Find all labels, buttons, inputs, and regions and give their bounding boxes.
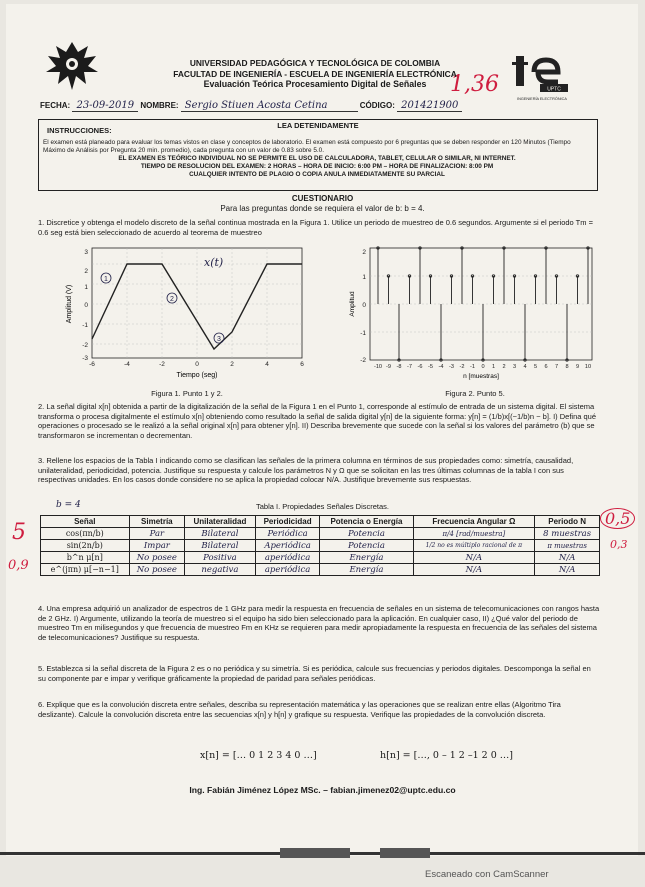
grade-left-2: 0,9 [8, 558, 29, 573]
table-header: Periodo N [535, 516, 600, 528]
codigo-label: CÓDIGO: [359, 101, 395, 110]
fig2-xtick: 5 [533, 364, 538, 370]
grade-right-2: 0,3 [610, 538, 628, 551]
table-cell: π muestras [535, 540, 600, 552]
instructions-text [43, 137, 591, 179]
university-header [150, 58, 480, 90]
table-cell: cos(πn/b) [41, 528, 130, 540]
table-cell: 1/2 no es múltiplo racional de π [413, 540, 535, 552]
instructions-title: INSTRUCCIONES: [47, 126, 112, 135]
table-header: Señal [41, 516, 130, 528]
cuestionario-subtitle: Para las preguntas donde se requiera el valor de b: b = 4. [220, 204, 425, 213]
faculty-name: FACULTAD DE INGENIERÍA - ESCUELA DE INGENIERÍA ELECTRÓNICA [173, 68, 457, 79]
table-cell: b^n μ[n] [41, 552, 130, 564]
fig2-xtick: -9 [386, 364, 391, 370]
university-crest-icon [42, 38, 102, 94]
nombre-value: Sergio Stiuen Acosta Cetina [181, 100, 358, 112]
scanner-watermark: Escaneado con CamScanner [425, 869, 549, 880]
table-cell: N/A [413, 552, 535, 564]
table-row [41, 540, 600, 552]
grade-right: 0,5 [600, 508, 635, 529]
figure-2-caption: Figura 2. Punto 5. [445, 389, 505, 398]
fig1-ytick: 0 [84, 302, 88, 309]
fig1-annotation: x(t) [204, 256, 224, 269]
table-cell: N/A [413, 564, 535, 576]
fig1-xtick: 4 [265, 361, 269, 368]
figure-2-plot [348, 244, 598, 384]
table-cell: sin(2n/b) [41, 540, 130, 552]
table-cell: negativa [185, 564, 256, 576]
fig1-ytick: 1 [84, 284, 88, 291]
table-cell: Bilateral [185, 528, 256, 540]
table-header: Potencia o Energía [320, 516, 413, 528]
fig2-xtick: -7 [407, 364, 412, 370]
instructions-rule: EL EXAMEN ES TEÓRICO INDIVIDUAL NO SE PERMITE EL USO DE CALCULADORA, TABLET, CELULAR O SIMILAR, NI INTERNET. [118, 155, 516, 162]
fig1-ytick: -3 [82, 355, 88, 362]
fig2-xtick: 3 [512, 364, 517, 370]
table-header: Frecuencia Angular Ω [413, 516, 535, 528]
fig2-xtick: -10 [373, 364, 383, 370]
table-cell: Energía [320, 564, 413, 576]
fig2-xtick: -6 [417, 364, 423, 370]
fig2-xlabel: n [muestras] [463, 373, 499, 380]
fig1-ytick: -2 [82, 342, 88, 349]
student-info [40, 100, 570, 111]
fig1-ytick: -1 [82, 322, 88, 329]
question-4: 4. Una empresa adquirió un analizador de espectros de 1 GHz para medir la respuesta en frecuencia de señales en un sistema de telecomunicaciones con rangos hasta de 2 GHz. I) Argumente, utilizando la teoría de muestreo si el equipo ha sido bien seleccionado para la aplicación. En cualquier caso, II) ¿Qué valor del periodo de muestreo Tm en milisegundos y que frecuencia de muestreo Fm en KHz se requieren para medir apropiadamente la respuesta en frecuencia de las señales del sistema de telecomunicaciones? Justifique su respuesta. [38, 604, 600, 642]
table-header: Simetría [129, 516, 185, 528]
cuestionario-header [0, 194, 645, 214]
table-cell: Aperiódica [255, 540, 320, 552]
fig1-xtick: 0 [195, 361, 199, 368]
table-header: Periodicidad [255, 516, 320, 528]
figure-1-plot [62, 244, 312, 384]
table-cell: π/4 [rad/muestra] [413, 528, 535, 540]
question-2: 2. La señal digital x[n] obtenida a partir de la digitalización de la señal de la Figura 1 en el Punto 1, corresponde al estímulo de entrada de un sistema digital. El sistema transforma o procesa digitalmente el estímulo x[n] obteniendo como resultado la señal de salida digital y[n] de la siguiente forma: y[n] = (1/b)x[(−1/b)n − b]. I) Defina qué operaciones o procesado se le realizó a la señal original x[n] para obtener y[n]. II) Describa brevemente que sucede con la señal si los valores del parámetro (b) que se transformaron se incrementan o decrementan. [38, 402, 597, 440]
fig1-xtick: -6 [89, 361, 95, 368]
b-note: b = 4 [56, 500, 81, 510]
fig1-ytick: 2 [84, 268, 88, 275]
scan-edge-strip [0, 848, 645, 860]
fig2-xtick: -3 [449, 364, 454, 370]
table-cell: Impar [129, 540, 185, 552]
grade-total: 1,36 [450, 72, 499, 97]
instructions-box [38, 119, 598, 191]
table-row [41, 564, 600, 576]
fig2-xtick: 7 [554, 364, 559, 370]
fig2-xtick: 4 [523, 364, 527, 370]
fig2-xtick: -4 [438, 364, 444, 370]
fig2-xtick: 0 [481, 364, 485, 370]
fig1-xtick: -2 [159, 361, 165, 368]
table-cell: Potencia [320, 540, 413, 552]
fig1-xtick: 2 [230, 361, 234, 368]
fig2-xtick: 6 [544, 364, 548, 370]
table-title: Tabla I. Propiedades Señales Discretas. [256, 502, 389, 511]
fig2-ytick: 0 [362, 302, 366, 309]
table-cell: Positiva [185, 552, 256, 564]
engineering-logo-icon [510, 54, 572, 104]
exam-title: Evaluación Teórica Procesamiento Digital de Señales [203, 79, 427, 89]
table-cell: Bilateral [185, 540, 256, 552]
table-cell: Energía [320, 552, 413, 564]
table-cell: Par [129, 528, 185, 540]
question-5: 5. Establezca si la señal discreta de la Figura 2 es o no periódica y su simetría. Si es periódica, calcule sus frecuencias y periodos digitales. Descomponga la señal en su componente par e impar y verifique gráficamente la propiedad de paridad para señales periódicas. [38, 664, 591, 683]
fig2-xtick: 8 [565, 364, 569, 370]
table-cell: Periódica [255, 528, 320, 540]
fig1-marker: 2 [170, 296, 174, 303]
fig1-xlabel: Tiempo (seg) [176, 372, 218, 379]
grade-left: 5 [12, 520, 26, 545]
logo-caption: INGENIERÍA ELECTRÓNICA [517, 97, 567, 101]
fig1-ytick: 3 [84, 249, 88, 256]
fig2-ytick: -2 [360, 357, 366, 364]
table-header: Unilateralidad [185, 516, 256, 528]
fig2-ytick: 2 [362, 249, 366, 256]
lea-detenidamente: LEA DETENIDAMENTE [277, 121, 359, 130]
instructions-paragraph: El examen está planeado para evaluar los temas vistos en clase y conceptos de laboratorio. El examen está compuesto por 6 preguntas que se deben responder en 120 Minutos (Tiempo Máximo de Análisis por Pregunta 20 min. promedio), cada pregunta con un valor de 0.83 sobre 5.0. [43, 139, 571, 154]
instructions-plagio: CUALQUIER INTENTO DE PLAGIO O COPIA ANULA INMEDIATAMENTE SU PARCIAL [189, 171, 445, 178]
formula-x: x[n] = [… 0 1 2 3 4 0 …] [200, 750, 317, 761]
properties-table [40, 515, 600, 576]
fig1-marker: 3 [217, 336, 221, 343]
svg-text:UPTC: UPTC [547, 86, 561, 93]
fecha-value: 23-09-2019 [72, 100, 138, 112]
figure-1-caption: Figura 1. Punto 1 y 2. [151, 389, 223, 398]
formula-h: h[n] = […, 0 – 1 2 –1 2 0 …] [380, 750, 514, 761]
table-row [41, 528, 600, 540]
fig2-xtick: -8 [396, 364, 402, 370]
fig2-ytick: -1 [360, 330, 366, 337]
fig2-xtick: 2 [502, 364, 506, 370]
codigo-value: 201421900 [397, 100, 462, 112]
table-cell: Potencia [320, 528, 413, 540]
fig2-xtick: -5 [428, 364, 433, 370]
nombre-label: NOMBRE: [140, 101, 179, 110]
question-6: 6. Explique que es la convolución discreta entre señales, describa su representación matemática y las operaciones que se realizan entre ellas (Algoritmo Tira deslizante). Calcule la convolución discreta entre las secuencias x[n] y h[n] y grafique su respuesta. Verifique las propiedades de la convolución discreta. [38, 700, 561, 719]
question-1: 1. Discretice y obtenga el modelo discreto de la señal continua mostrada en la Figura 1. Utilice un periodo de muestreo de 0.6 segundos. Argumente si el periodo Tm = 0.6 seg está bien seleccionado de acuerdo al teorema de muestreo [38, 218, 593, 237]
fig2-xtick: 9 [575, 364, 580, 370]
fig2-ylabel: Amplitud [349, 291, 356, 317]
fig1-xtick: -4 [124, 361, 130, 368]
table-cell: N/A [535, 552, 600, 564]
fig2-xtick: -2 [459, 364, 465, 370]
question-3: 3. Rellene los espacios de la Tabla I indicando como se clasifican las señales de la primera columna en términos de sus propiedades como: simetría, causalidad, unilateralidad, periodicidad, potencia. Justifique su respuesta y calcule los parámetros N y Ω que se solicitan en las tres últimas columnas de la tabla I con sus respectivas unidades. En los casos donde considere no se aplica la propiedad colocar N/A. Justifique brevemente sus respuestas. [38, 456, 574, 485]
table-cell: No posee [129, 552, 185, 564]
fig1-marker: 1 [104, 276, 108, 283]
table-cell: e^(jπn) μ[−n−1] [41, 564, 130, 576]
table-cell: No posee [129, 564, 185, 576]
table-cell: aperiódica [255, 552, 320, 564]
table-cell: N/A [535, 564, 600, 576]
fig2-xtick: -1 [470, 364, 475, 370]
fig1-xtick: 6 [300, 361, 304, 368]
fig2-ytick: 1 [362, 274, 366, 281]
table-header-row [41, 516, 600, 528]
fig2-xtick: 10 [584, 364, 592, 370]
table-row [41, 552, 600, 564]
footer-professor: Ing. Fabián Jiménez López MSc. – fabian.jimenez02@uptc.edu.co [189, 785, 456, 795]
instructions-time: TIEMPO DE RESOLUCION DEL EXAMEN: 2 HORAS – HORA DE INICIO: 6:00 PM – HORA DE FINALIZACION: 8:00 PM [140, 163, 494, 170]
fecha-label: FECHA: [40, 101, 71, 110]
table-cell: aperiódica [255, 564, 320, 576]
table-cell: 8 muestras [535, 528, 600, 540]
cuestionario-title: CUESTIONARIO [291, 194, 354, 203]
fig1-ylabel: Amplitud (V) [66, 284, 73, 324]
fig2-xtick: 1 [491, 364, 496, 370]
university-name: UNIVERSIDAD PEDAGÓGICA Y TECNOLÓGICA DE COLOMBIA [189, 58, 441, 68]
